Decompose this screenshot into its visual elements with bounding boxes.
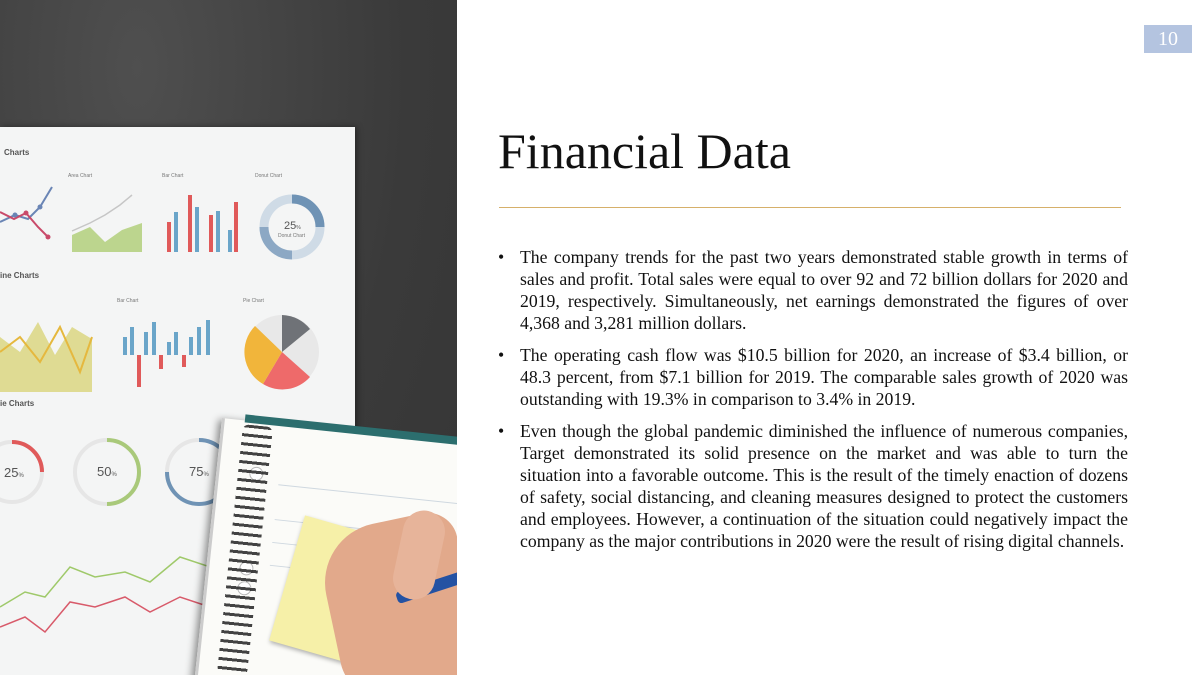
slide-photo bbox=[0, 0, 457, 675]
bullet-icon: • bbox=[498, 345, 505, 365]
slide-title: Financial Data bbox=[498, 123, 791, 179]
printout-heading: ine Charts bbox=[0, 271, 40, 280]
title-divider bbox=[499, 207, 1121, 208]
gauge-value: 25% bbox=[4, 465, 24, 480]
bullet-item bbox=[498, 246, 1128, 334]
printout-label: Donut Chart bbox=[255, 173, 282, 179]
donut-value: 25% bbox=[284, 220, 301, 232]
bullet-list bbox=[498, 246, 1128, 562]
printout-label: Pie Chart bbox=[243, 298, 264, 304]
bullet-icon: • bbox=[498, 247, 505, 267]
gauge-value: 75% bbox=[189, 464, 209, 479]
bullet-item bbox=[498, 420, 1128, 552]
printout-label: Bar Chart bbox=[117, 298, 139, 304]
bullet-text: Even though the global pandemic diminished the influence of numerous companies, Target demonstrated its solid presence on the market and was able to turn the situation into a favorable outcome. This is the result of the timely enaction of dozens of safety, social distancing, and cleaning measures designed to protect the customers and employees. However, a continuation of the situation could negatively impact the company as the major contributions in 2020 were the result of rising digital channels. bbox=[520, 421, 1128, 551]
printout-heading: Charts bbox=[4, 148, 30, 157]
printout-heading: ie Charts bbox=[0, 399, 35, 408]
donut-label: Donut Chart bbox=[278, 233, 305, 239]
gauge-value: 50% bbox=[97, 464, 117, 479]
bullet-icon: • bbox=[498, 421, 505, 441]
bullet-text: The company trends for the past two years demonstrated stable growth in terms of sales and profit. Total sales were equal to over 92 and 72 billion dollars for 2020 and 2019, respectively. Simultaneously, net earnings demonstrated the figures of over 4,368 and 3,281 million dollars. bbox=[520, 247, 1128, 333]
printout-label: Bar Chart bbox=[162, 173, 184, 179]
bullet-item bbox=[498, 344, 1128, 410]
bullet-text: The operating cash flow was $10.5 billion for 2020, an increase of $3.4 billion, or 48.3 percent, from $7.1 billion for 2019. The comparable sales growth of 2020 was outstanding with 19.3% in comparison to 3.4% in 2019. bbox=[520, 345, 1128, 409]
printout-label: Area Chart bbox=[68, 173, 93, 179]
page-number: 10 bbox=[1144, 25, 1192, 53]
